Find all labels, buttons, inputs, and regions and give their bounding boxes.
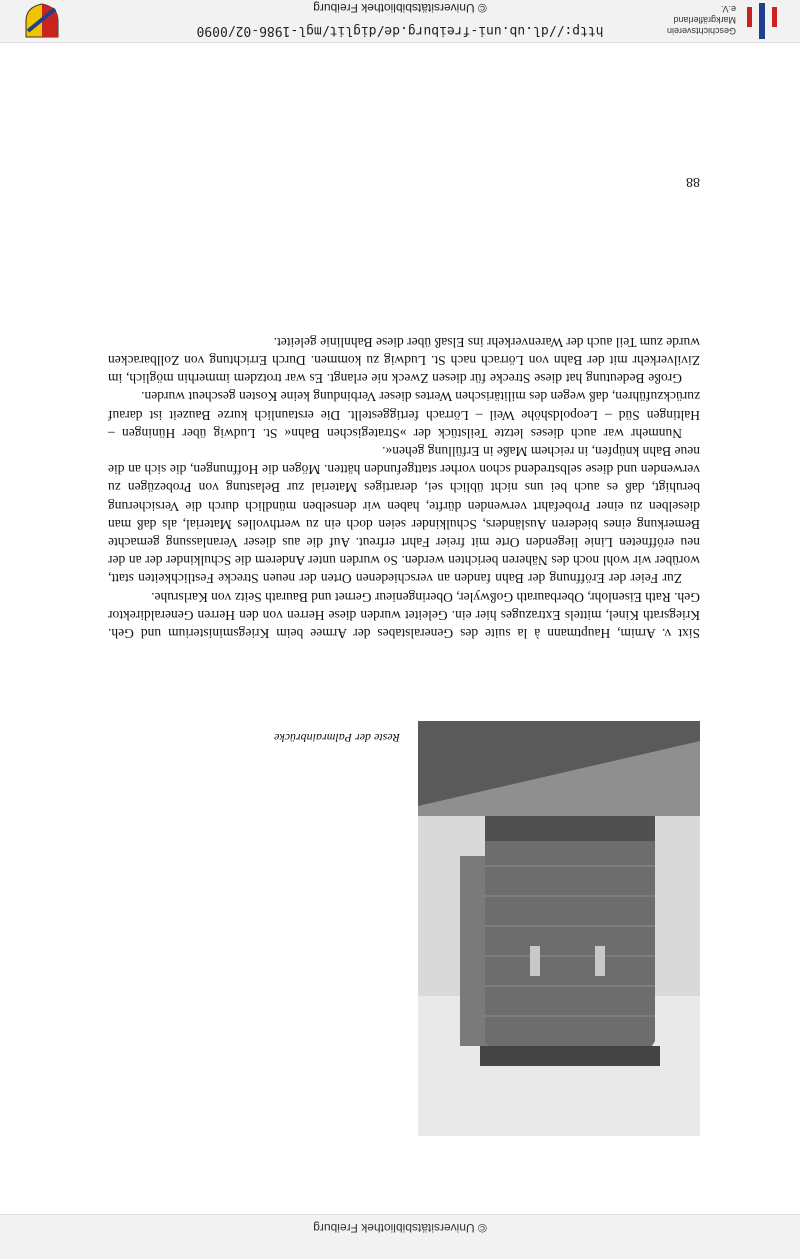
top-band (0, 1214, 800, 1259)
paragraph: Zur Feier der Eröffnung der Bahn fanden an verschiedenen Orten der neuen Strecke Festlichkeiten statt, worüber wir wohl noch des Näheren berichten werden. So wurden unter Anderem die Schulkinder der an der neu eröffneten Linie liegenden Orte mit freier Fahrt erfreut. Auf die aus dieser Veranlassung gemachte Bemerkung eines biederen Ausländers, Schulkinder seien doch ein zu werthvolles Material, als daß man dieselben zu einer Probefahrt verwenden dürfte, haben wir denselben mündlich durch die Versicherung beruhigt, daß es auch bei uns nicht üblich sei, derartiges Material zur Belastung von Probezügen zu verwenden und diese selbstredend schon vorher stattgefunden hätten. Mögen die Hoffnungen, die sich an die neue Bahn knüpfen, in reichem Maße in Erfüllung gehen«. (108, 443, 700, 587)
university-logo-icon (744, 3, 780, 39)
header-copyright: © Universitätsbibliothek Freiburg (313, 1, 487, 15)
viewer-header (0, 0, 800, 43)
page-number: 88 (686, 174, 700, 189)
coat-of-arms-icon (24, 3, 60, 39)
top-copyright: © Universitätsbibliothek Freiburg (313, 1221, 487, 1235)
paragraph: Große Bedeutung hat diese Strecke für diesen Zweck nie erlangt. Es war trotzdem immerhin möglich, im Zivilverkehr mit der Bahn von Lörrach nach St. Ludwig zu kommen. Durch Errichtung von Zollbaracken wurde zum Teil auch der Warenverkehr ins Elsaß über diese Bahnlinie geleitet. (108, 334, 700, 387)
body-text (108, 333, 700, 642)
url-link[interactable]: http://dl.ub.uni-freiburg.de/diglit/mgl-1986-02/0090 (196, 23, 604, 38)
bridge-pier-illustration (418, 721, 700, 1136)
bridge-photo (418, 721, 700, 1136)
association-name: Geschichtsverein Markgräflerland e.V. (666, 4, 736, 36)
paragraph: Sixt v. Arnim, Hauptmann à la suite des Generalstabes der Armee beim Kriegsministerium und Geh. Kriegsrath Kinel, mittels Extrazuges hier ein. Geleitet wurden diese Herren von den Herren Generaldirektor Geh. Rath Eisenlohr, Oberbaurath Goßwyler, Oberingenieur Gernet und Baurath Seitz von Karlsruhe. (108, 589, 700, 641)
figure-caption: Reste der Palmrainbrücke (274, 731, 400, 745)
paragraph: Nunmehr war auch dieses letzte Teilstück der »Strategischen Bahn« St. Ludwig über Hüningen – Haltingen Süd – Leopoldshöhe Weil – Lörrach fertiggestellt. Die erstaunlich kurze Bauzeit ist darauf zurückzuführen, daß wegen des militärischen Wertes dieser Verbindung keine Kosten gescheut wurden. (108, 389, 700, 441)
header-center (150, 1, 650, 38)
